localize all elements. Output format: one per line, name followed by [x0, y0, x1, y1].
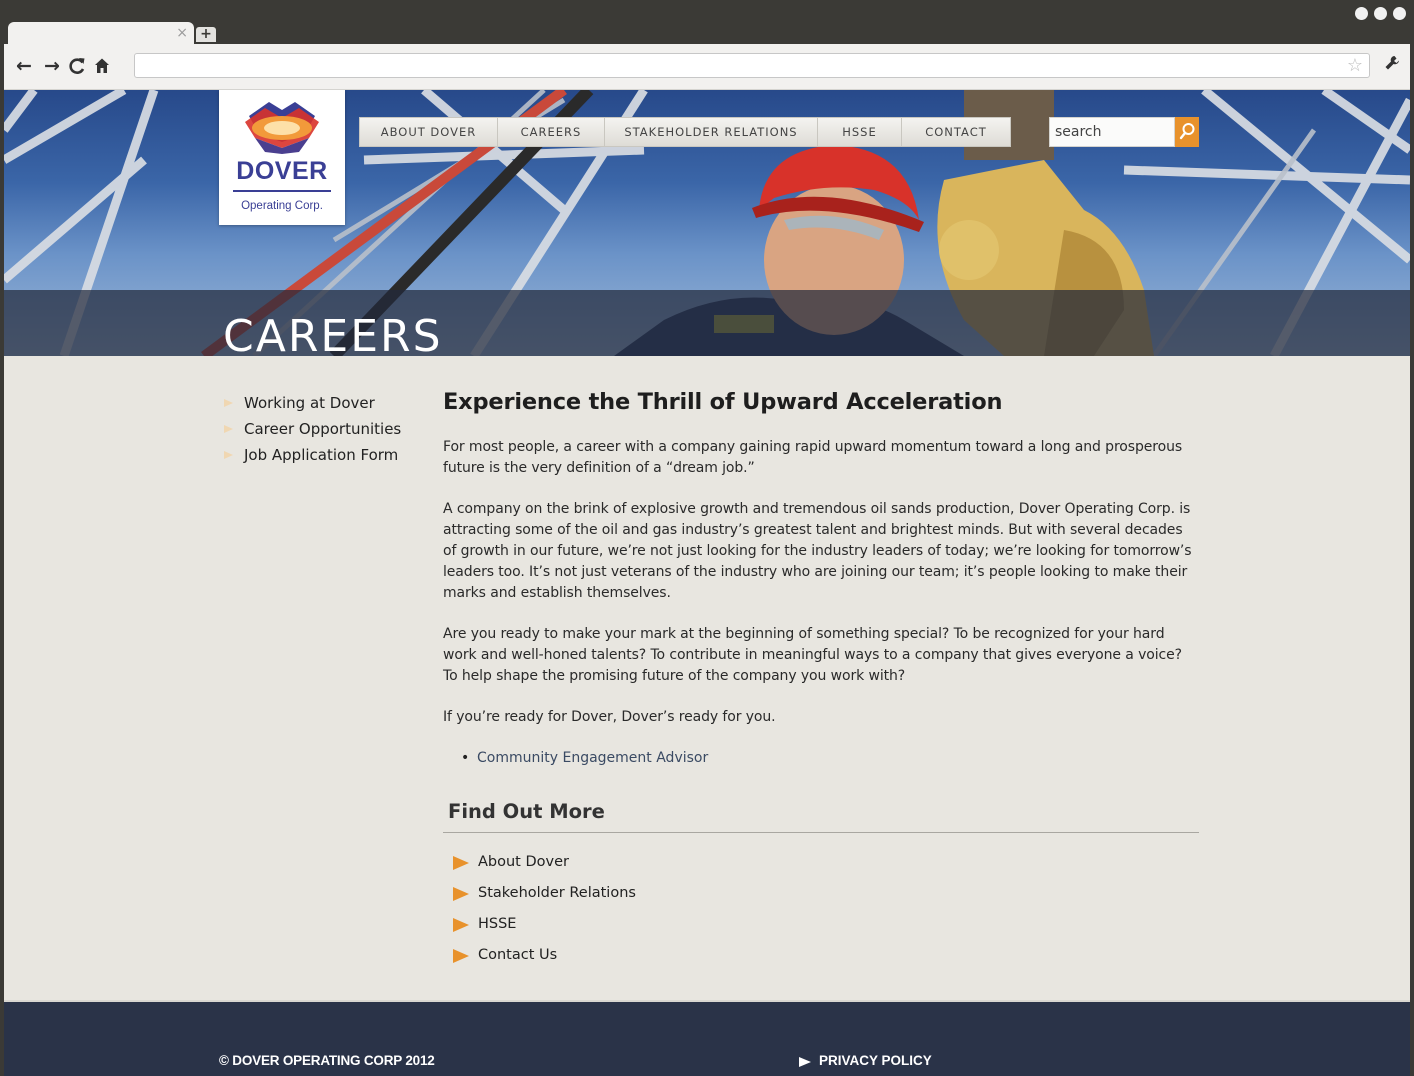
side-nav: [223, 390, 401, 468]
sidenav-career-opportunities[interactable]: [223, 416, 401, 442]
page-title: CAREERS: [223, 311, 443, 356]
bullet-arrow-icon: [224, 451, 233, 459]
more-link-label: Stakeholder Relations: [478, 885, 636, 901]
privacy-policy-link[interactable]: [799, 1053, 932, 1068]
bullet-arrow-icon: [224, 399, 233, 407]
company-logo[interactable]: [219, 90, 345, 225]
page-footer: [4, 1000, 1410, 1076]
main-nav: [359, 117, 1011, 147]
search-button[interactable]: [1175, 117, 1199, 147]
play-arrow-icon: [799, 1057, 811, 1067]
copyright-text: © DOVER OPERATING CORP 2012: [219, 1053, 435, 1068]
play-arrow-icon: [453, 856, 469, 870]
search-icon: [1175, 117, 1199, 147]
sidenav-label: Job Application Form: [244, 446, 399, 464]
main-content: [443, 388, 1199, 971]
nav-contact[interactable]: CONTACT: [925, 125, 987, 139]
hero-title-band: [4, 290, 1410, 356]
bullet-arrow-icon: [224, 425, 233, 433]
more-link-label: About Dover: [478, 854, 569, 870]
more-link-label: Contact Us: [478, 947, 558, 963]
logo-subtitle: Operating Corp.: [241, 200, 323, 212]
address-bar[interactable]: [134, 53, 1370, 78]
logo-divider: [233, 190, 331, 192]
body-paragraph: For most people, a career with a company gaining rapid upward momentum toward a long and prosperous future is the very definition of a “dream job.”: [443, 439, 1183, 476]
sidenav-job-application-form[interactable]: [223, 442, 401, 468]
body-paragraph: Are you ready to make your mark at the beginning of something special? To be recognized for your hard work and well-honed talents? To contribute in meaningful ways to a company that gives everyone a voice? To help shape the promising future of the company you work with?: [443, 626, 1182, 684]
browser-titlebar: [0, 0, 1414, 44]
body-paragraph: If you’re ready for Dover, Dover’s ready for you.: [443, 709, 776, 725]
more-link-hsse[interactable]: [453, 909, 1199, 940]
job-link-community-engagement-advisor[interactable]: • Community Engagement Advisor: [461, 748, 1199, 769]
play-arrow-icon: [453, 887, 469, 901]
logo-wordmark: DOVER: [236, 157, 328, 185]
window-dot-icon[interactable]: [1355, 7, 1368, 20]
job-listings: [443, 748, 1199, 769]
logo-mark-icon: [219, 90, 345, 156]
nav-careers[interactable]: CAREERS: [498, 118, 605, 146]
page-viewport: [4, 90, 1410, 1076]
wrench-icon[interactable]: [1384, 55, 1400, 76]
back-icon[interactable]: ←: [16, 55, 32, 77]
sidenav-label: Career Opportunities: [244, 420, 402, 438]
more-link-stakeholder-relations[interactable]: [453, 878, 1199, 909]
window-controls: [1355, 7, 1406, 20]
play-arrow-icon: [453, 949, 469, 963]
search-input[interactable]: [1049, 117, 1175, 147]
browser-tab[interactable]: [8, 22, 194, 46]
nav-stakeholder-relations[interactable]: STAKEHOLDER RELATIONS: [605, 118, 818, 146]
new-tab-button[interactable]: +: [196, 27, 216, 42]
star-icon[interactable]: ☆: [1346, 55, 1363, 76]
find-out-more-links: [443, 847, 1199, 971]
browser-toolbar: [4, 44, 1410, 90]
more-link-label: HSSE: [478, 916, 517, 932]
find-out-more-heading: Find Out More: [443, 798, 1199, 833]
forward-icon[interactable]: →: [44, 55, 60, 77]
play-arrow-icon: [453, 918, 469, 932]
window-dot-icon[interactable]: [1374, 7, 1387, 20]
content-heading: Experience the Thrill of Upward Acceleration: [443, 389, 1003, 415]
sidenav-working-at-dover[interactable]: [223, 390, 401, 416]
reload-icon[interactable]: [68, 55, 86, 81]
body-paragraph: A company on the brink of explosive growth and tremendous oil sands production, Dover Operating Corp. is attracting some of the oil and gas industry’s greatest talent and brightest minds. But with several decades of growth in our future, we’re not just looking for the industry leaders of today; we’re looking for tomorrow’s leaders too. It’s not just veterans of the industry who are joining our team; it’s people looking to make their marks and establish themselves.: [443, 501, 1192, 601]
nav-about-dover[interactable]: ABOUT DOVER: [360, 118, 498, 146]
nav-hsse[interactable]: HSSE: [818, 118, 902, 146]
more-link-about-dover[interactable]: [453, 847, 1199, 878]
tab-close-icon[interactable]: ×: [176, 25, 188, 41]
home-icon[interactable]: [94, 55, 110, 80]
privacy-policy-label: PRIVACY POLICY: [819, 1053, 932, 1068]
more-link-contact-us[interactable]: [453, 940, 1199, 971]
sidenav-label: Working at Dover: [244, 394, 375, 412]
window-dot-icon[interactable]: [1393, 7, 1406, 20]
